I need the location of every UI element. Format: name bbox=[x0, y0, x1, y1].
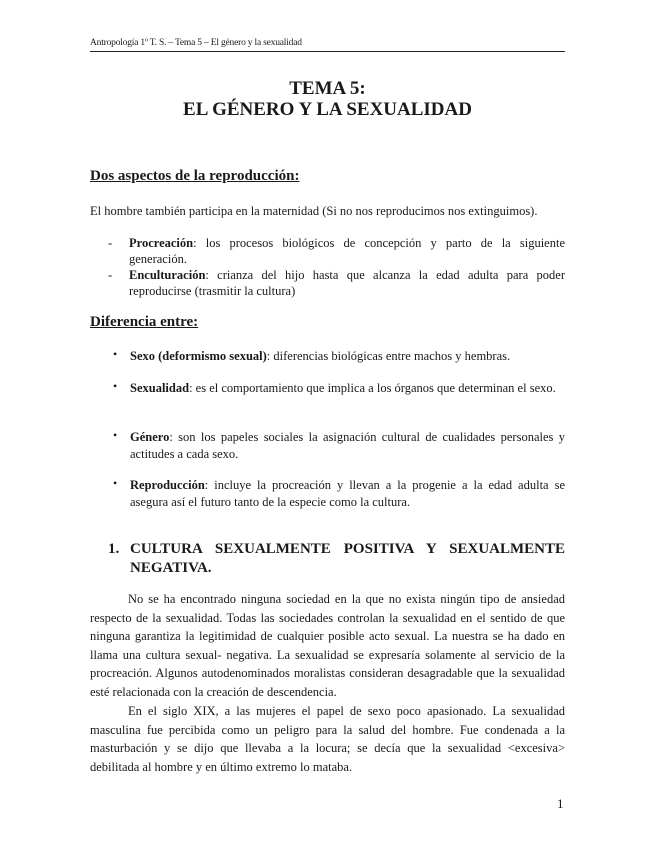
list-item-term: Género bbox=[130, 430, 170, 444]
list-item bbox=[113, 429, 565, 463]
list-item bbox=[108, 236, 565, 267]
list-marker: - bbox=[108, 268, 113, 282]
header-rule bbox=[90, 51, 565, 52]
bullet-marker: • bbox=[113, 428, 118, 442]
list-item-term: Procreación bbox=[129, 236, 194, 250]
body-paragraph: No se ha encontrado ninguna sociedad en la que no exista ningún tipo de ansiedad respecto de la sexualidad. Todas las sociedades controlan la sexualidad en el sentido de que ninguna garantiza la legitimidad de cualquier posible acto sexual. La nuestra se ha dado en llama una cultura sexual- negativa. La sexualidad se expresaría solamente al servicio de la procreación. Algunos autodenominados moralistas consideran desagradable que la sexualidad esté relacionada con la creación de descendencia. bbox=[90, 592, 565, 699]
list-item-term: Reproducción bbox=[130, 478, 205, 492]
section-heading-differences: Diferencia entre: bbox=[90, 314, 199, 330]
list-item bbox=[113, 348, 565, 365]
body-paragraph: En el siglo XIX, a las mujeres el papel de sexo poco apasionado. La sexualidad masculina fue percibida como un peligro para la salud del hombre. Fue condenada a la masturbación y se dijo que llevaba a la locura; se decía que la sexualidad <excesiva> debilitada al hombre y en último extremo lo mataba. bbox=[90, 704, 565, 774]
list-item-text: : incluye la procreación y llevan a la progenie a la edad adulta se asegura así el futuro tanto de la especie como la cultura. bbox=[130, 478, 565, 509]
list-item-text: : es el comportamiento que implica a los órganos que determinan el sexo. bbox=[189, 381, 556, 395]
list-item-term: Sexualidad bbox=[130, 381, 190, 395]
list-item-text: : los procesos biológicos de concepción y parto de la siguiente generación. bbox=[129, 236, 565, 266]
numbered-section-heading bbox=[108, 540, 565, 578]
bullet-marker: • bbox=[113, 347, 118, 361]
page-number: 1 bbox=[557, 796, 564, 811]
bullet-marker: • bbox=[113, 476, 118, 490]
list-item-term: Sexo (deformismo sexual) bbox=[130, 349, 267, 363]
section-heading-text: CULTURA SEXUALMENTE POSITIVA Y SEXUALMENTE NEGATIVA. bbox=[130, 541, 565, 576]
list-item-text: : diferencias biológicas entre machos y hembras. bbox=[266, 349, 511, 363]
section-intro-text: El hombre también participa en la maternidad (Si no nos reproducimos nos extinguimos). bbox=[90, 204, 538, 218]
running-header: Antropología 1º T. S. – Tema 5 – El género y la sexualidad bbox=[90, 38, 302, 48]
list-item bbox=[113, 477, 565, 511]
section-number: 1. bbox=[108, 541, 120, 557]
document-title-line-1: TEMA 5: bbox=[289, 78, 366, 99]
list-item-text: : son los papeles sociales la asignación cultural de cualidades personales y actitudes a cada sexo. bbox=[130, 430, 565, 461]
list-item-term: Enculturación bbox=[129, 268, 206, 282]
section-heading-reproduction: Dos aspectos de la reproducción: bbox=[90, 168, 300, 184]
document-title-line-2: EL GÉNERO Y LA SEXUALIDAD bbox=[183, 99, 472, 120]
list-marker: - bbox=[108, 236, 113, 250]
bullet-marker: • bbox=[113, 379, 118, 393]
list-item bbox=[113, 380, 565, 397]
list-item-text: : crianza del hijo hasta que alcanza la edad adulta para poder reproducirse (trasmitir la cultura) bbox=[129, 268, 565, 298]
list-item bbox=[108, 268, 565, 299]
